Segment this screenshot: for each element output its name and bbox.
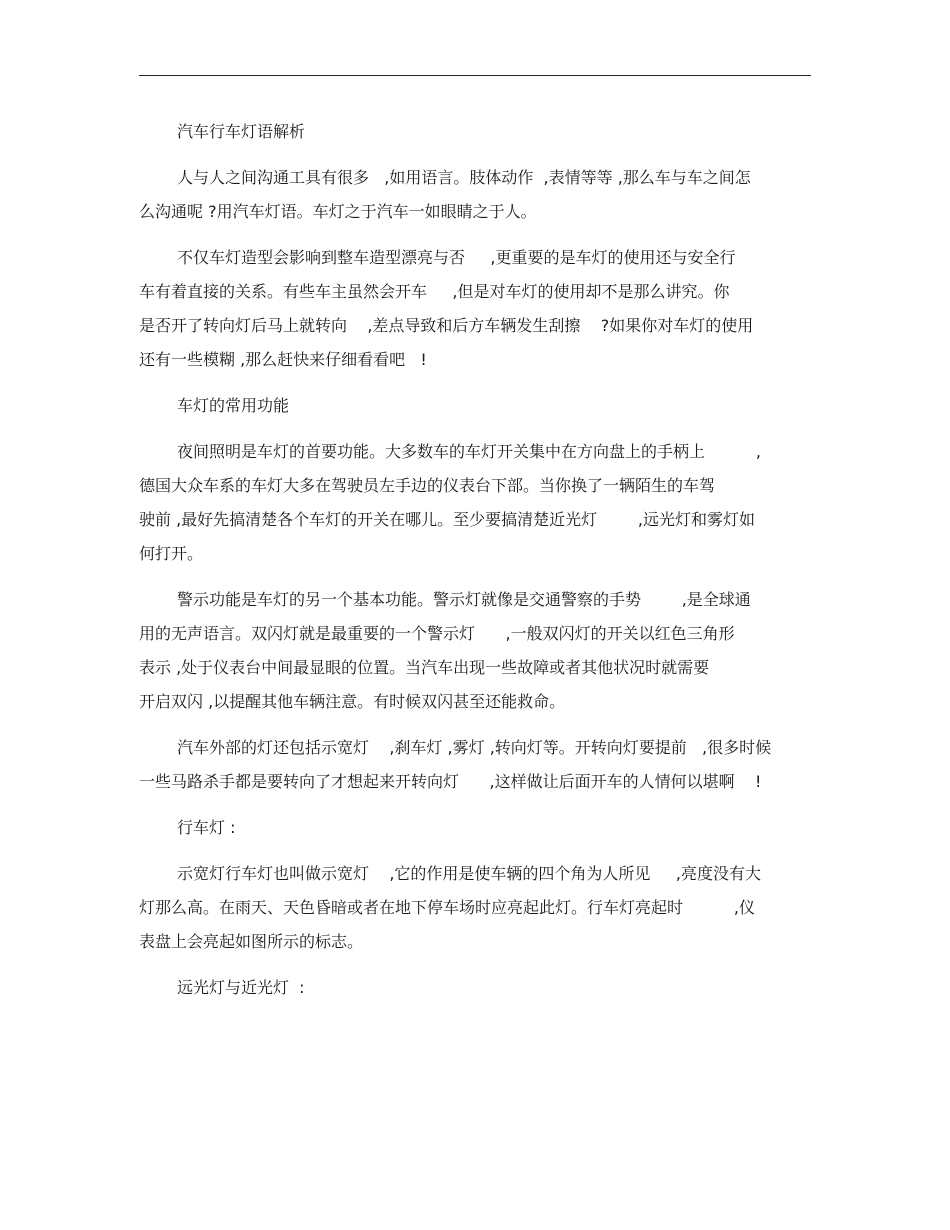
header-rule <box>139 75 811 76</box>
paragraph <box>139 857 799 959</box>
paragraph <box>139 241 799 377</box>
paragraph-line: 不仅车灯造型会影响到整车造型漂亮与否 ,更重要的是车灯的使用还与安全行 <box>177 248 736 267</box>
paragraph <box>139 583 799 719</box>
paragraph-line: 警示功能是车灯的另一个基本功能。警示灯就像是交通警察的手势 ,是全球通 <box>177 590 751 609</box>
paragraph <box>139 435 799 571</box>
paragraph-line: 车有着直接的关系。有些车主虽然会开车 ,但是对车灯的使用却不是那么讲究。你 <box>139 282 730 301</box>
paragraph-line: 灯那么高。在雨天、天色昏暗或者在地下停车场时应亮起此灯。行车灯亮起时 ,仪 <box>139 898 755 917</box>
paragraph-line: 还有一些模糊 ,那么赶快来仔细看看吧 ! <box>139 350 427 369</box>
paragraph-line: 用的无声语言。双闪灯就是最重要的一个警示灯 ,一般双闪灯的开关以红色三角形 <box>139 624 735 643</box>
paragraph-line: 汽车外部的灯还包括示宽灯 ,刹车灯 ,雾灯 ,转向灯等。开转向灯要提前 ,很多时候 <box>177 738 772 757</box>
paragraph-line: 何打开。 <box>139 544 204 563</box>
paragraph <box>139 161 799 229</box>
paragraph-line: 开启双闪 ,以提醒其他车辆注意。有时候双闪甚至还能救命。 <box>139 692 566 711</box>
paragraph <box>139 731 799 799</box>
paragraph-line: 表示 ,处于仪表台中间最显眼的位置。当汽车出现一些故障或者其他状况时就需要 <box>139 658 710 677</box>
paragraph-line: 示宽灯行车灯也叫做示宽灯 ,它的作用是使车辆的四个角为人所见 ,亮度没有大 <box>177 864 761 883</box>
paragraph-line: 驶前 ,最好先搞清楚各个车灯的开关在哪儿。至少要搞清楚近光灯 ,远光灯和雾灯如 <box>139 510 755 529</box>
paragraph-line: 么沟通呢 ?用汽车灯语。车灯之于汽车一如眼睛之于人。 <box>139 202 537 221</box>
paragraph-line: 是否开了转向灯后马上就转向 ,差点导致和后方车辆发生刮擦 ?如果你对车灯的使用 <box>139 316 754 335</box>
section-heading: 远光灯与近光灯 : <box>177 978 305 997</box>
paragraph-line: 夜间照明是车灯的首要功能。大多数车的车灯开关集中在方向盘上的手柄上 , <box>177 442 761 461</box>
paragraph-line: 德国大众车系的车灯大多在驾驶员左手边的仪表台下部。当你换了一辆陌生的车驾 <box>139 476 716 495</box>
section-heading: 行车灯 : <box>177 818 236 837</box>
paragraph-line: 人与人之间沟通工具有很多 ,如用语言。肢体动作 ,表情等等 ,那么车与车之间怎 <box>177 168 751 187</box>
section-heading: 车灯的常用功能 <box>177 396 290 415</box>
section-heading: 汽车行车灯语解析 <box>177 122 306 141</box>
paragraph-line: 一些马路杀手都是要转向了才想起来开转向灯 ,这样做让后面开车的人情何以堪啊 ! <box>139 772 762 791</box>
paragraph-line: 表盘上会亮起如图所示的标志。 <box>139 932 364 951</box>
document-body <box>139 115 799 1017</box>
